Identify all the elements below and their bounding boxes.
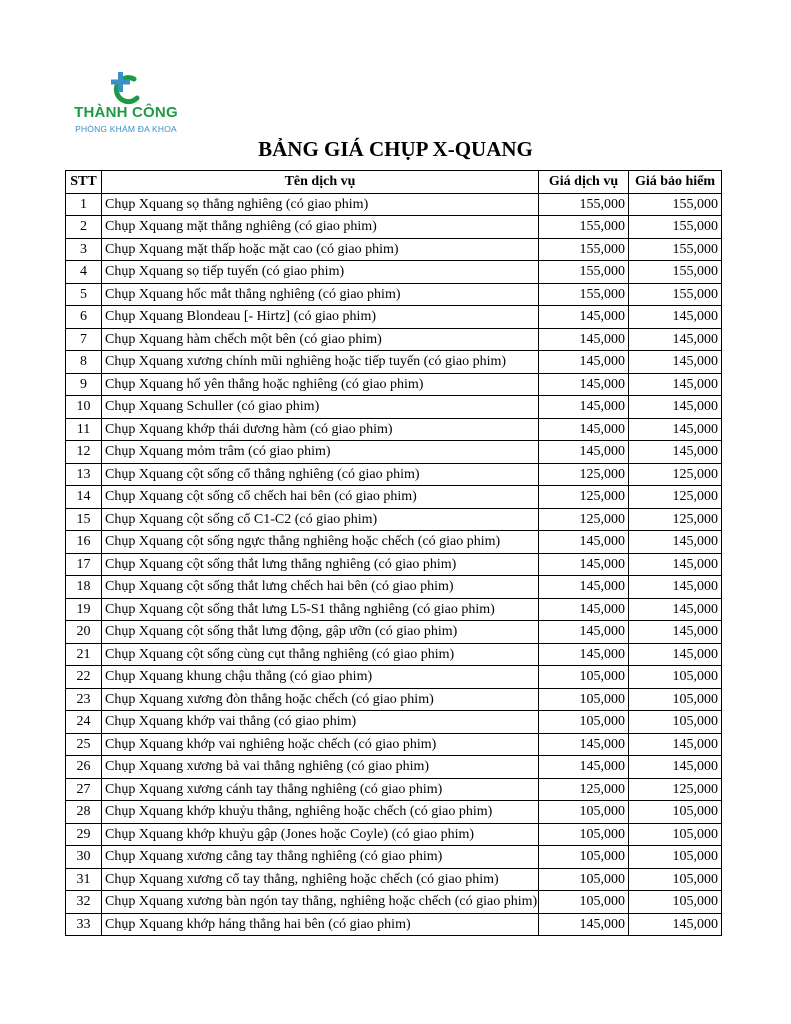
row-service-price: 155,000 [539, 283, 629, 306]
row-insurance-price: 125,000 [629, 778, 722, 801]
row-service-price: 105,000 [539, 823, 629, 846]
row-service-name: Chụp Xquang hố yên thẳng hoặc nghiêng (có giao phim) [102, 373, 539, 396]
row-stt: 26 [66, 756, 102, 779]
row-insurance-price: 105,000 [629, 688, 722, 711]
row-service-name: Chụp Xquang xương bàn ngón tay thẳng, nghiêng hoặc chếch (có giao phim) [102, 891, 539, 914]
row-stt: 32 [66, 891, 102, 914]
table-row [66, 216, 722, 239]
row-insurance-price: 105,000 [629, 801, 722, 824]
row-service-name: Chụp Xquang cột sống cổ chếch hai bên (có giao phim) [102, 486, 539, 509]
row-insurance-price: 145,000 [629, 598, 722, 621]
row-service-price: 105,000 [539, 846, 629, 869]
row-service-price: 155,000 [539, 238, 629, 261]
table-row [66, 306, 722, 329]
row-insurance-price: 145,000 [629, 756, 722, 779]
row-service-price: 145,000 [539, 418, 629, 441]
row-stt: 30 [66, 846, 102, 869]
row-service-name: Chụp Xquang sọ tiếp tuyến (có giao phim) [102, 261, 539, 284]
row-service-name: Chụp Xquang xương cẳng tay thẳng nghiêng (có giao phim) [102, 846, 539, 869]
row-service-price: 105,000 [539, 666, 629, 689]
table-header-row [66, 171, 722, 194]
row-service-price: 145,000 [539, 441, 629, 464]
row-service-price: 105,000 [539, 688, 629, 711]
row-service-price: 145,000 [539, 553, 629, 576]
row-service-name: Chụp Xquang xương cánh tay thẳng nghiêng (có giao phim) [102, 778, 539, 801]
row-stt: 16 [66, 531, 102, 554]
row-service-price: 125,000 [539, 778, 629, 801]
row-service-name: Chụp Xquang xương chính mũi nghiêng hoặc tiếp tuyến (có giao phim) [102, 351, 539, 374]
row-stt: 20 [66, 621, 102, 644]
header-service-price: Giá dịch vụ [539, 171, 629, 194]
row-stt: 15 [66, 508, 102, 531]
brand-name: THÀNH CÔNG [74, 104, 178, 121]
row-stt: 17 [66, 553, 102, 576]
row-service-price: 145,000 [539, 306, 629, 329]
row-insurance-price: 145,000 [629, 553, 722, 576]
row-service-name: Chụp Xquang xương cổ tay thẳng, nghiêng hoặc chếch (có giao phim) [102, 868, 539, 891]
table-row [66, 621, 722, 644]
row-service-price: 145,000 [539, 733, 629, 756]
row-service-price: 155,000 [539, 193, 629, 216]
row-insurance-price: 145,000 [629, 733, 722, 756]
row-service-price: 155,000 [539, 216, 629, 239]
row-insurance-price: 145,000 [629, 351, 722, 374]
row-stt: 13 [66, 463, 102, 486]
row-stt: 31 [66, 868, 102, 891]
row-stt: 24 [66, 711, 102, 734]
row-service-price: 105,000 [539, 891, 629, 914]
table-row [66, 418, 722, 441]
row-service-price: 125,000 [539, 486, 629, 509]
header-stt: STT [66, 171, 102, 194]
row-stt: 28 [66, 801, 102, 824]
row-insurance-price: 155,000 [629, 261, 722, 284]
row-stt: 29 [66, 823, 102, 846]
header-service-name: Tên dịch vụ [102, 171, 539, 194]
row-service-name: Chụp Xquang xương đòn thẳng hoặc chếch (có giao phim) [102, 688, 539, 711]
row-service-name: Chụp Xquang khớp khuỷu gập (Jones hoặc Coyle) (có giao phim) [102, 823, 539, 846]
table-row [66, 643, 722, 666]
row-service-name: Chụp Xquang mặt thấp hoặc mặt cao (có giao phim) [102, 238, 539, 261]
table-row [66, 283, 722, 306]
row-stt: 2 [66, 216, 102, 239]
row-service-name: Chụp Xquang cột sống thắt lưng động, gập ưỡn (có giao phim) [102, 621, 539, 644]
row-service-name: Chụp Xquang khớp thái dương hàm (có giao phim) [102, 418, 539, 441]
table-row [66, 351, 722, 374]
row-service-price: 145,000 [539, 756, 629, 779]
table-row [66, 261, 722, 284]
row-service-name: Chụp Xquang cột sống thắt lưng thẳng nghiêng (có giao phim) [102, 553, 539, 576]
row-service-name: Chụp Xquang khớp háng thẳng hai bên (có giao phim) [102, 913, 539, 936]
row-service-name: Chụp Xquang khung chậu thẳng (có giao phim) [102, 666, 539, 689]
table-row [66, 846, 722, 869]
table-row [66, 396, 722, 419]
row-stt: 33 [66, 913, 102, 936]
table-row [66, 238, 722, 261]
table-row [66, 868, 722, 891]
row-insurance-price: 155,000 [629, 238, 722, 261]
row-stt: 10 [66, 396, 102, 419]
table-row [66, 531, 722, 554]
row-service-price: 145,000 [539, 328, 629, 351]
row-service-price: 145,000 [539, 643, 629, 666]
row-service-name: Chụp Xquang hốc mắt thẳng nghiêng (có giao phim) [102, 283, 539, 306]
table-row [66, 328, 722, 351]
clinic-logo [66, 70, 186, 136]
row-service-name: Chụp Xquang cột sống ngực thẳng nghiêng hoặc chếch (có giao phim) [102, 531, 539, 554]
row-insurance-price: 105,000 [629, 868, 722, 891]
row-service-name: Chụp Xquang cột sống cùng cụt thẳng nghiêng (có giao phim) [102, 643, 539, 666]
row-stt: 9 [66, 373, 102, 396]
row-stt: 23 [66, 688, 102, 711]
table-row [66, 756, 722, 779]
row-stt: 21 [66, 643, 102, 666]
table-row [66, 441, 722, 464]
table-row [66, 688, 722, 711]
row-insurance-price: 145,000 [629, 531, 722, 554]
row-service-name: Chụp Xquang xương bả vai thẳng nghiêng (có giao phim) [102, 756, 539, 779]
row-service-price: 145,000 [539, 351, 629, 374]
row-stt: 25 [66, 733, 102, 756]
row-insurance-price: 155,000 [629, 216, 722, 239]
row-stt: 11 [66, 418, 102, 441]
row-insurance-price: 125,000 [629, 463, 722, 486]
row-service-price: 145,000 [539, 373, 629, 396]
table-row [66, 733, 722, 756]
row-insurance-price: 145,000 [629, 328, 722, 351]
row-insurance-price: 145,000 [629, 643, 722, 666]
row-stt: 6 [66, 306, 102, 329]
row-service-name: Chụp Xquang cột sống cổ C1-C2 (có giao phim) [102, 508, 539, 531]
row-service-name: Chụp Xquang khớp vai thẳng (có giao phim) [102, 711, 539, 734]
row-service-price: 125,000 [539, 508, 629, 531]
row-insurance-price: 145,000 [629, 441, 722, 464]
row-insurance-price: 145,000 [629, 396, 722, 419]
row-stt: 27 [66, 778, 102, 801]
row-insurance-price: 155,000 [629, 283, 722, 306]
row-insurance-price: 125,000 [629, 508, 722, 531]
row-stt: 22 [66, 666, 102, 689]
row-service-price: 105,000 [539, 801, 629, 824]
table-row [66, 778, 722, 801]
table-row [66, 711, 722, 734]
row-insurance-price: 105,000 [629, 666, 722, 689]
row-stt: 5 [66, 283, 102, 306]
row-stt: 4 [66, 261, 102, 284]
table-row [66, 598, 722, 621]
row-service-name: Chụp Xquang cột sống thắt lưng L5-S1 thẳng nghiêng (có giao phim) [102, 598, 539, 621]
row-insurance-price: 145,000 [629, 418, 722, 441]
row-stt: 1 [66, 193, 102, 216]
row-service-name: Chụp Xquang Schuller (có giao phim) [102, 396, 539, 419]
table-row [66, 553, 722, 576]
row-stt: 7 [66, 328, 102, 351]
row-insurance-price: 125,000 [629, 486, 722, 509]
row-service-name: Chụp Xquang Blondeau [- Hirtz] (có giao phim) [102, 306, 539, 329]
table-row [66, 193, 722, 216]
row-service-price: 145,000 [539, 576, 629, 599]
row-service-name: Chụp Xquang khớp khuỷu thẳng, nghiêng hoặc chếch (có giao phim) [102, 801, 539, 824]
row-insurance-price: 105,000 [629, 891, 722, 914]
row-service-price: 105,000 [539, 711, 629, 734]
page-title: BẢNG GIÁ CHỤP X-QUANG [258, 137, 533, 161]
table-row [66, 823, 722, 846]
row-service-name: Chụp Xquang cột sống cổ thẳng nghiêng (có giao phim) [102, 463, 539, 486]
row-insurance-price: 145,000 [629, 621, 722, 644]
row-stt: 3 [66, 238, 102, 261]
row-stt: 18 [66, 576, 102, 599]
row-service-price: 145,000 [539, 598, 629, 621]
table-row [66, 373, 722, 396]
row-service-name: Chụp Xquang sọ thẳng nghiêng (có giao phim) [102, 193, 539, 216]
row-insurance-price: 105,000 [629, 711, 722, 734]
brand-subtitle: PHÒNG KHÁM ĐA KHOA [75, 124, 177, 134]
row-service-name: Chụp Xquang hàm chếch một bên (có giao phim) [102, 328, 539, 351]
row-stt: 12 [66, 441, 102, 464]
table-row [66, 463, 722, 486]
table-row [66, 666, 722, 689]
row-service-price: 145,000 [539, 396, 629, 419]
row-service-price: 145,000 [539, 531, 629, 554]
row-insurance-price: 145,000 [629, 913, 722, 936]
table-row [66, 801, 722, 824]
row-stt: 8 [66, 351, 102, 374]
table-row [66, 576, 722, 599]
row-stt: 19 [66, 598, 102, 621]
row-service-price: 105,000 [539, 868, 629, 891]
row-insurance-price: 145,000 [629, 306, 722, 329]
header-insurance-price: Giá bảo hiểm [629, 171, 722, 194]
row-service-price: 155,000 [539, 261, 629, 284]
table-row [66, 486, 722, 509]
price-table [65, 170, 722, 936]
row-service-price: 125,000 [539, 463, 629, 486]
table-row [66, 508, 722, 531]
medical-cross-icon [104, 70, 150, 106]
row-service-price: 145,000 [539, 913, 629, 936]
row-service-name: Chụp Xquang mặt thẳng nghiêng (có giao phim) [102, 216, 539, 239]
row-insurance-price: 105,000 [629, 846, 722, 869]
row-insurance-price: 145,000 [629, 576, 722, 599]
row-insurance-price: 145,000 [629, 373, 722, 396]
row-insurance-price: 155,000 [629, 193, 722, 216]
row-service-name: Chụp Xquang cột sống thắt lưng chếch hai bên (có giao phim) [102, 576, 539, 599]
row-stt: 14 [66, 486, 102, 509]
row-service-name: Chụp Xquang khớp vai nghiêng hoặc chếch (có giao phim) [102, 733, 539, 756]
row-insurance-price: 105,000 [629, 823, 722, 846]
table-row [66, 913, 722, 936]
row-service-price: 145,000 [539, 621, 629, 644]
table-row [66, 891, 722, 914]
row-service-name: Chụp Xquang mỏm trâm (có giao phim) [102, 441, 539, 464]
